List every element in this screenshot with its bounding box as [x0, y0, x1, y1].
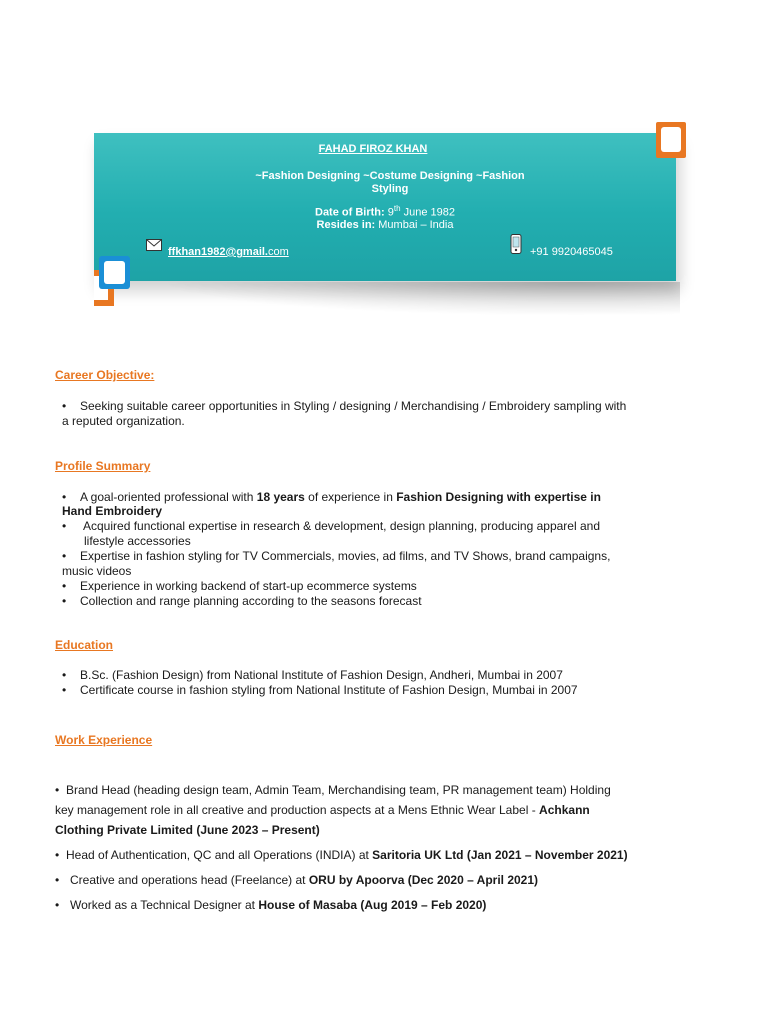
dob-rest: June 1982	[403, 206, 455, 219]
profile-4-text: Experience in working backend of start-up ecommerce systems	[80, 579, 417, 593]
education-2-text: Certificate course in fashion styling from National Institute of Fashion Design, Mumbai in 2007	[80, 683, 578, 697]
bullet: •	[62, 683, 67, 697]
bullet: •	[62, 668, 67, 682]
career-objective-line-1	[62, 399, 626, 413]
work-item-1	[55, 783, 611, 797]
profile-item-4	[62, 579, 417, 593]
resides-value: Mumbai – India	[378, 219, 454, 231]
bullet: •	[62, 519, 67, 533]
resides-label: Resides in:	[316, 219, 376, 231]
dob-day: 9	[387, 206, 394, 219]
career-text-1: Seeking suitable career opportunities in Styling / designing / Merchandising / Embroidery sampling with	[80, 399, 627, 413]
email-tld: com	[267, 246, 289, 258]
profile-item-2	[62, 519, 600, 533]
tagline-line-2: Styling	[371, 183, 409, 195]
work-item-1-line-3: Clothing Private Limited (June 2023 – Present)	[55, 823, 320, 837]
work-2-company: Saritoria UK Ltd (Jan 2021 – November 2021)	[372, 848, 628, 862]
work-4-text: Worked as a Technical Designer at	[70, 898, 259, 912]
work-item-4	[55, 898, 486, 912]
bullet: •	[62, 579, 67, 593]
education-1-text: B.Sc. (Fashion Design) from National Institute of Fashion Design, Andheri, Mumbai in 2007	[80, 668, 563, 682]
career-objective-line-2: a reputed organization.	[62, 414, 185, 428]
mobile-phone-icon	[510, 234, 522, 254]
education-item-2	[62, 683, 578, 697]
dob-label: Date of Birth:	[315, 206, 385, 219]
education-item-1	[62, 668, 563, 682]
profile-1-mid: of experience in	[304, 490, 397, 504]
banner-shadow	[160, 282, 680, 316]
profile-item-5	[62, 594, 422, 608]
bullet: •	[62, 490, 67, 504]
date-of-birth	[260, 204, 510, 219]
profile-1-years: 18 years	[256, 490, 305, 504]
candidate-name: FAHAD FIROZ KHAN	[318, 143, 428, 155]
work-1-line-1: Brand Head (heading design team, Admin Team, Merchandising team, PR management team) Holding	[66, 783, 611, 797]
bullet: •	[62, 399, 67, 413]
work-experience-heading: Work Experience	[55, 733, 153, 747]
profile-5-text: Collection and range planning according to the seasons forecast	[80, 594, 422, 608]
profile-item-1	[62, 490, 601, 504]
work-2-text: Head of Authentication, QC and all Operations (INDIA) at	[66, 848, 373, 862]
work-4-company: House of Masaba (Aug 2019 – Feb 2020)	[258, 898, 487, 912]
decor-square-blue-inner	[104, 261, 125, 284]
profile-item-3	[62, 549, 610, 563]
email-link[interactable]	[168, 246, 289, 258]
bullet: •	[55, 873, 60, 887]
phone-number: +91 9920465045	[530, 246, 613, 258]
profile-item-3-cont: music videos	[62, 564, 132, 578]
work-1-company-a: Achkann	[539, 803, 590, 817]
bullet: •	[55, 848, 60, 862]
profile-3-text: Expertise in fashion styling for TV Commercials, movies, ad films, and TV Shows, brand campaigns,	[80, 549, 611, 563]
profile-item-2-cont: lifestyle accessories	[84, 534, 191, 548]
work-3-company: ORU by Apoorva (Dec 2020 – April 2021)	[308, 873, 539, 887]
profile-summary-heading: Profile Summary	[55, 459, 151, 473]
profile-1-bold: Fashion Designing with expertise in	[396, 490, 601, 504]
work-item-3	[55, 873, 538, 887]
envelope-icon	[146, 239, 162, 251]
bullet: •	[62, 549, 67, 563]
work-3-text: Creative and operations head (Freelance) at	[70, 873, 309, 887]
profile-item-1-cont: Hand Embroidery	[62, 504, 163, 518]
bullet: •	[62, 594, 67, 608]
bullet: •	[55, 783, 60, 797]
work-item-2	[55, 848, 628, 862]
career-objective-heading: Career Objective:	[55, 368, 155, 382]
profile-2-text: Acquired functional expertise in research & development, design planning, producing apparel and	[83, 519, 601, 533]
decor-square-white-top	[661, 127, 681, 152]
work-item-1-line-2	[55, 803, 590, 817]
dob-sup: th	[393, 204, 401, 213]
work-1-line-2: key management role in all creative and production aspects at a Mens Ethnic Wear Label -	[55, 803, 540, 817]
email-user: ffkhan1982@gmail.	[168, 246, 268, 258]
bullet: •	[55, 898, 60, 912]
education-heading: Education	[55, 638, 114, 652]
residence	[260, 219, 510, 231]
tagline-line-1: ~Fashion Designing ~Costume Designing ~Fashion	[255, 170, 525, 182]
profile-1-pre: A goal-oriented professional with	[80, 490, 257, 504]
